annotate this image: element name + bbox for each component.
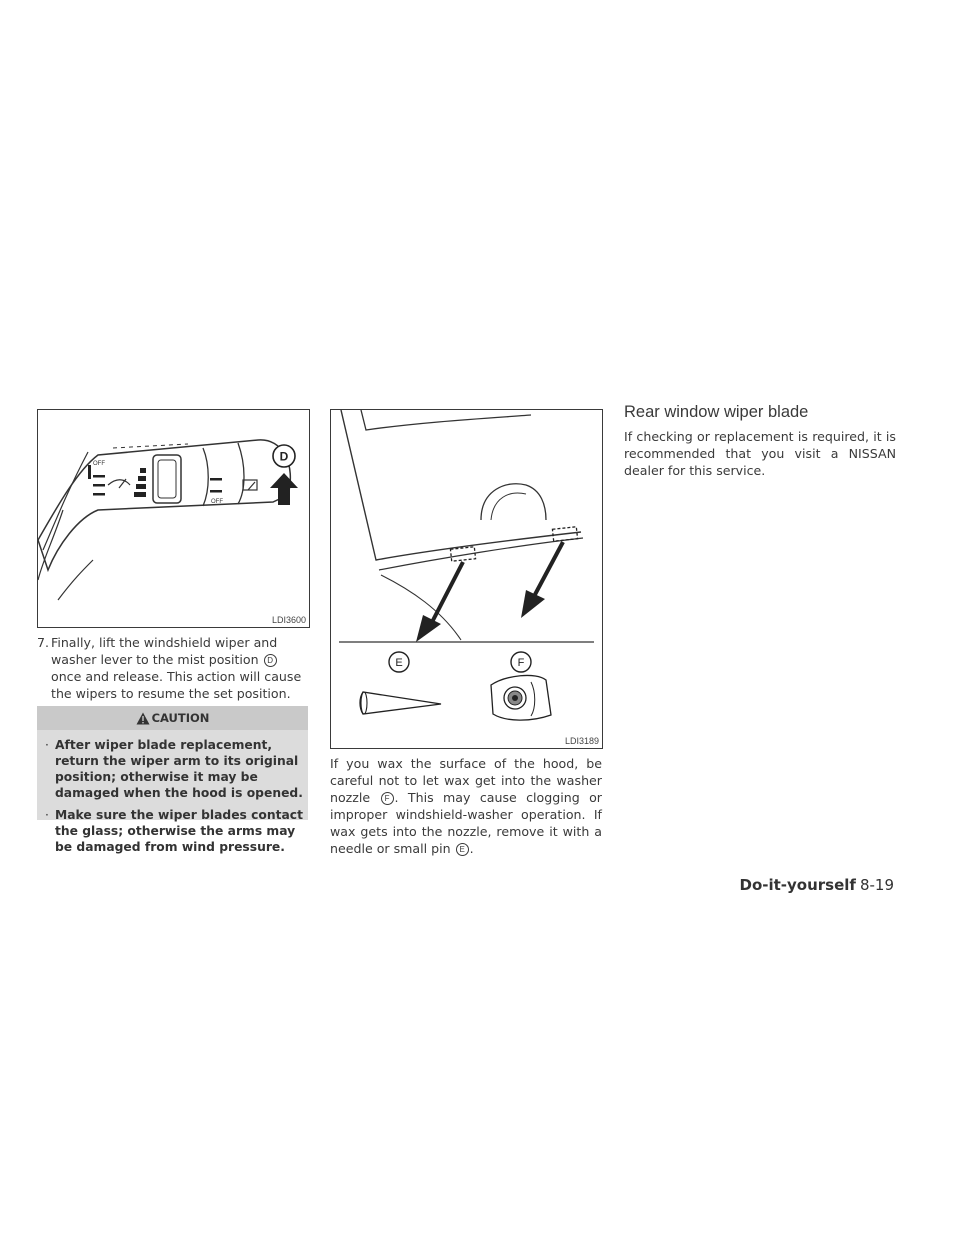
ref-e-badge: E bbox=[456, 843, 469, 856]
figure-code: LDI3600 bbox=[271, 615, 306, 625]
section-title-rear-wiper: Rear window wiper blade bbox=[624, 403, 809, 421]
figure-wiper-lever bbox=[37, 409, 310, 628]
lever-mark-off-1: OFF bbox=[93, 461, 105, 467]
caution-item: · After wiper blade replacement, return the wiper arm to its original position; otherwise it may be damaged when the hood is opened. bbox=[45, 738, 303, 800]
washer-nozzle-illustration bbox=[331, 410, 602, 748]
wax-text-1: If you wax the surface of the hood, be careful not to let wax get into the washer nozzle bbox=[330, 756, 602, 805]
up-arrow-icon bbox=[270, 473, 298, 505]
caution-item-text: Make sure the wiper blades contact the glass; otherwise the arms may be damaged from wind pressure. bbox=[55, 808, 303, 854]
ref-f-badge: F bbox=[381, 792, 394, 805]
step-text-continued: washer lever to the mist position bbox=[51, 652, 259, 667]
wax-text-2: . This may cause clogging or improper windshield-washer operation. If wax gets into the nozzle, remove it with a needle or small pin bbox=[330, 790, 602, 856]
step-text-rest bbox=[37, 651, 309, 702]
caution-header bbox=[37, 706, 308, 730]
caution-list bbox=[45, 737, 303, 861]
wiper-lever-illustration bbox=[38, 410, 309, 627]
page-footer bbox=[740, 876, 895, 894]
ref-d-badge: D bbox=[264, 654, 277, 667]
caution-item-text: After wiper blade replacement, return the wiper arm to its original position; otherwise it may be damaged when the hood is opened. bbox=[55, 738, 303, 800]
step-7 bbox=[37, 634, 309, 702]
step-number: 7. bbox=[37, 635, 50, 650]
needle-icon bbox=[360, 692, 441, 714]
footer-page-number: 8-19 bbox=[859, 876, 894, 894]
figure-code: LDI3189 bbox=[564, 736, 599, 746]
step-text-line1: Finally, lift the windshield wiper and bbox=[51, 635, 278, 650]
caution-title: CAUTION bbox=[151, 711, 210, 725]
callout-e-label: E bbox=[395, 657, 403, 669]
warning-triangle-icon bbox=[136, 712, 150, 725]
step-text-after: once and release. This action will cause the wipers to resume the set position. bbox=[51, 669, 302, 701]
callout-f-label: F bbox=[517, 657, 525, 669]
rear-wiper-paragraph: If checking or replacement is required, it is recommended that you visit a NISSAN dealer for this service. bbox=[624, 429, 896, 478]
callout-d-label: D bbox=[279, 449, 289, 464]
figure-washer-nozzle bbox=[330, 409, 603, 749]
caution-item: · Make sure the wiper blades contact the glass; otherwise the arms may be damaged from wind pressure. bbox=[45, 808, 303, 854]
lever-mark-off-2: OFF bbox=[211, 499, 223, 505]
wax-paragraph bbox=[330, 755, 602, 857]
footer-section: Do-it-yourself bbox=[739, 876, 856, 894]
caution-box bbox=[37, 706, 308, 854]
wax-text-3: . bbox=[469, 841, 474, 856]
